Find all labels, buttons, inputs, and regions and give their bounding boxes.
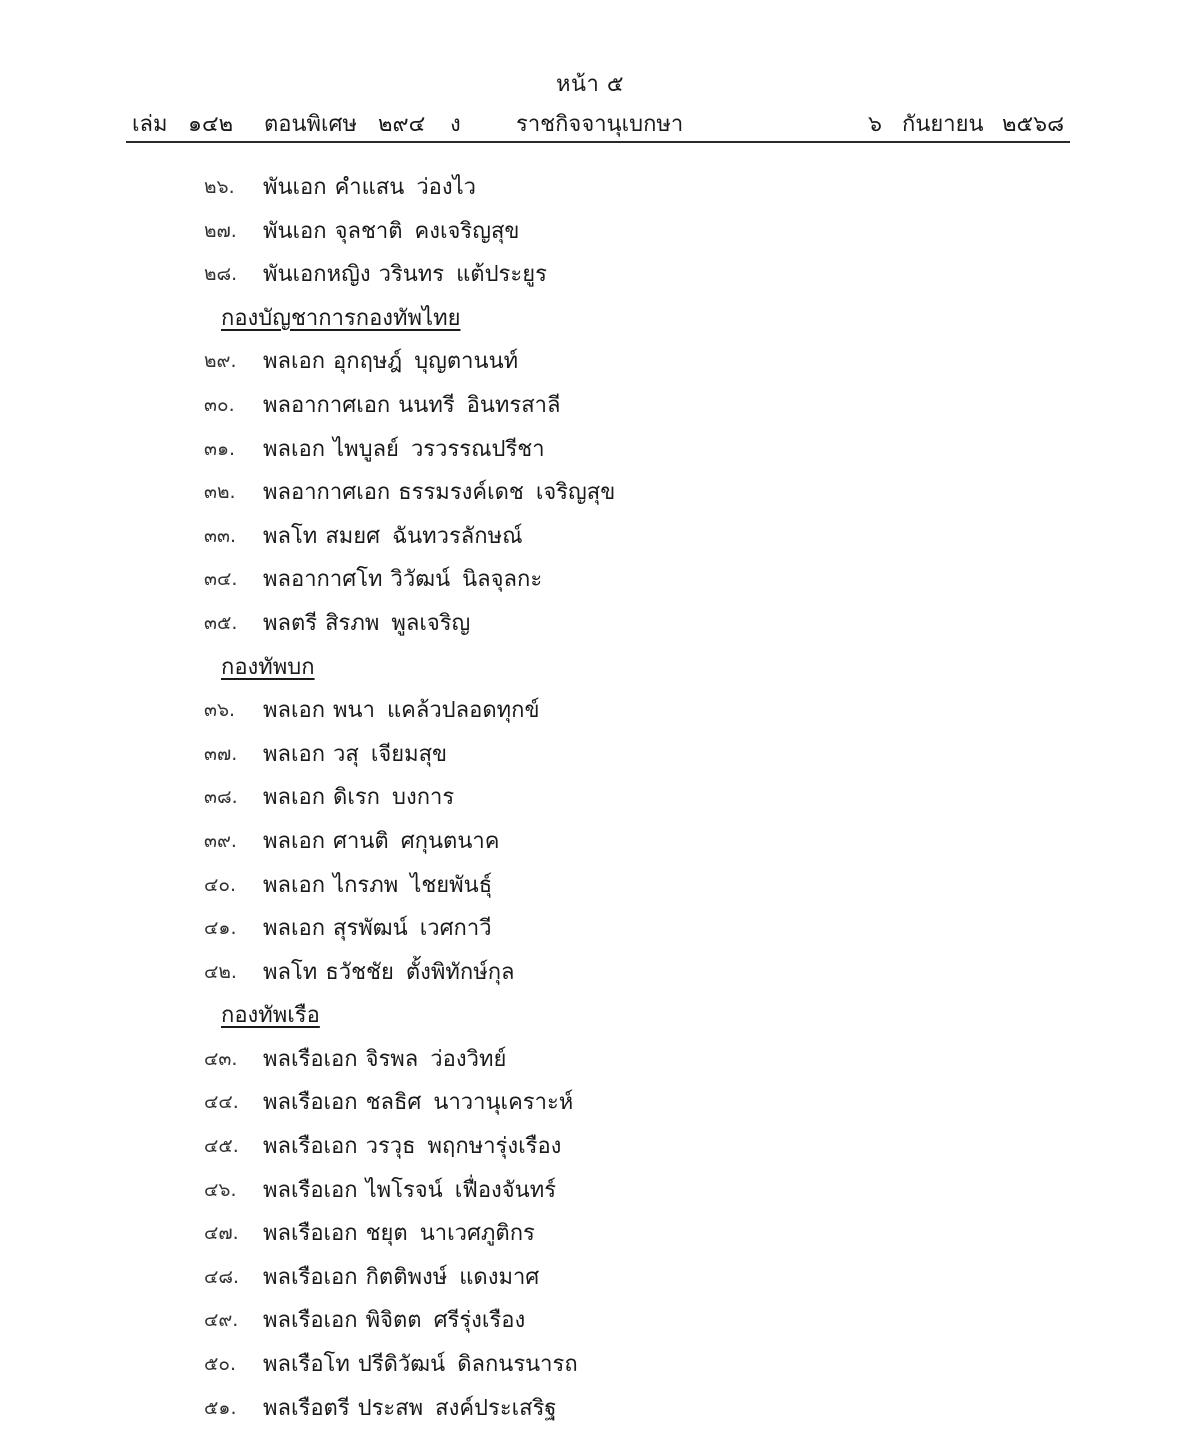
name-rank: พลเอก (263, 741, 326, 767)
name-rank: พลเอก (263, 916, 326, 942)
list-item (0, 515, 1200, 559)
name-rank: พลเอก (263, 698, 326, 724)
name-last: บุญตานนท์ (414, 349, 519, 375)
date-day: ๖ (868, 112, 882, 137)
name-first: ชยุต (365, 1221, 408, 1247)
person-name (263, 558, 542, 602)
name-last: ไชยพันธุ์ (410, 872, 493, 898)
name-first: สุรพัฒน์ (333, 916, 408, 942)
list-item (0, 907, 1200, 951)
item-number: ๓๒. (204, 481, 236, 504)
list-item (0, 558, 1200, 602)
person-name (263, 733, 447, 777)
name-last: ดิลกนรนารถ (457, 1352, 578, 1378)
list-item (0, 776, 1200, 820)
list-item (0, 428, 1200, 472)
list-item (0, 1038, 1200, 1082)
name-first: กิตติพงษ์ (365, 1264, 448, 1290)
section-heading (0, 297, 1200, 341)
list-item (0, 340, 1200, 384)
header-divider (126, 141, 1070, 143)
list-item (0, 384, 1200, 428)
name-last: พฤกษารุ่งเรือง (427, 1134, 562, 1160)
name-first: วรินทร (378, 262, 445, 288)
name-first: สมยศ (325, 523, 381, 549)
name-first: คำแสน (334, 175, 405, 200)
list-item (0, 1256, 1200, 1300)
name-last: ฉันทวรลักษณ์ (392, 523, 523, 549)
item-number: ๔๗. (204, 1222, 239, 1245)
item-number: ๓๓. (204, 524, 237, 547)
name-rank: พันเอก (263, 175, 327, 200)
person-name (263, 1299, 525, 1343)
person-name (263, 951, 515, 995)
person-name (263, 1212, 535, 1256)
name-first: ชลธิศ (365, 1090, 422, 1116)
person-name (263, 340, 518, 384)
name-rank: พลเรือเอก (263, 1264, 358, 1290)
name-first: ประสพ (357, 1395, 424, 1421)
person-name (263, 689, 540, 733)
name-first: นนทรี (398, 392, 455, 418)
name-rank: พลเรือเอก (263, 1221, 358, 1247)
name-last: แดงมาศ (459, 1264, 540, 1290)
name-first: ไพโรจน์ (365, 1177, 443, 1203)
date-year: ๒๕๖๘ (1002, 112, 1065, 137)
list-item (0, 1169, 1200, 1213)
name-rank: พันเอกหญิง (263, 262, 371, 288)
name-first: ดิเรก (333, 785, 380, 811)
name-last: นาวานุเคราะห์ (433, 1090, 574, 1116)
name-last: คงเจริญสุข (414, 218, 520, 244)
list-item (0, 1343, 1200, 1387)
list-item (0, 1125, 1200, 1169)
name-last: เจียมสุข (370, 741, 448, 767)
list-item (0, 210, 1200, 254)
person-name (263, 907, 492, 951)
item-number: ๓๗. (204, 742, 238, 765)
name-last: เฟื่องจันทร์ (454, 1177, 557, 1203)
item-number: ๕๐. (204, 1353, 237, 1376)
person-name (263, 1343, 578, 1387)
name-last: นิลจุลกะ (462, 567, 543, 593)
person-name (263, 1038, 506, 1082)
name-last: อินทรสาลี (466, 392, 561, 418)
item-number: ๓๕. (204, 611, 238, 634)
name-rank: พลอากาศโท (263, 567, 383, 593)
name-rank: พลเอก (263, 872, 326, 898)
person-name (263, 776, 454, 820)
item-number: ๒๗. (204, 219, 237, 242)
list-item (0, 471, 1200, 515)
name-last: บงการ (392, 785, 455, 811)
name-first: พิจิตต (365, 1308, 422, 1334)
person-name (263, 471, 615, 515)
list-item (0, 951, 1200, 995)
name-last: แต้ประยูร (456, 262, 547, 288)
item-number: ๔๑. (204, 917, 237, 940)
issue-label: ตอนพิเศษ (264, 112, 358, 137)
name-first: ปรีดิวัฒน์ (357, 1352, 446, 1378)
list-item (0, 689, 1200, 733)
section-title: กองทัพบก (221, 654, 315, 680)
name-first: ไพบูลย์ (333, 436, 399, 462)
name-rank: พลเรือเอก (263, 1134, 358, 1160)
item-number: ๔๐. (204, 873, 237, 896)
name-rank: พลโท (263, 959, 318, 985)
name-first: จุลชาติ (334, 218, 403, 244)
item-number: ๔๒. (204, 960, 237, 983)
name-last: ว่องไว (416, 175, 477, 200)
name-rank: พลอากาศเอก (263, 480, 391, 506)
name-rank: พลโท (263, 523, 318, 549)
list-item (0, 864, 1200, 908)
name-last: ศรีรุ่งเรือง (433, 1308, 526, 1334)
person-name (263, 1125, 561, 1169)
item-number: ๓๔. (204, 568, 238, 591)
name-last: เวศกาวี (419, 916, 492, 942)
name-first: พนา (333, 698, 375, 724)
publication-title: ราชกิจจานุเบกษา (516, 112, 684, 137)
item-number: ๔๔. (204, 1091, 239, 1114)
name-rank: พลอากาศเอก (263, 392, 391, 418)
date-month: กันยายน (902, 112, 984, 137)
person-name (263, 253, 547, 297)
section-heading (0, 646, 1200, 690)
name-last: นาเวศภูติกร (419, 1221, 535, 1247)
name-first: ศานติ (333, 828, 389, 854)
item-number: ๔๕. (204, 1135, 239, 1158)
name-list (0, 166, 1200, 1430)
person-name (263, 602, 470, 646)
list-item (0, 1387, 1200, 1431)
name-rank: พลเรือเอก (263, 1090, 358, 1116)
item-number: ๓๐. (204, 393, 235, 416)
item-number: ๓๙. (204, 829, 237, 852)
section-title: กองบัญชาการกองทัพไทย (221, 305, 461, 331)
list-item (0, 1081, 1200, 1125)
volume-label: เล่ม (132, 112, 168, 137)
name-rank: พลเรือเอก (263, 1177, 358, 1203)
gazette-header (128, 106, 1068, 138)
person-name (263, 1081, 573, 1125)
list-item (0, 253, 1200, 297)
name-rank: พลเรือตรี (263, 1395, 350, 1421)
item-number: ๓๖. (204, 699, 236, 722)
name-rank: พลเอก (263, 785, 326, 811)
name-first: ไกรภพ (333, 872, 399, 898)
item-number: ๔๓. (204, 1047, 238, 1070)
list-item (0, 733, 1200, 777)
name-last: พูลเจริญ (391, 610, 471, 636)
name-rank: พลเอก (263, 436, 326, 462)
list-item (0, 820, 1200, 864)
person-name (263, 166, 476, 210)
name-first: วสุ (333, 741, 359, 767)
name-rank: พันเอก (263, 218, 327, 244)
list-item (0, 1212, 1200, 1256)
name-rank: พลเอก (263, 828, 326, 854)
name-rank: พลเรือโท (263, 1352, 350, 1378)
name-first: สิรภพ (325, 610, 380, 636)
list-item (0, 166, 1200, 210)
name-last: วรวรรณปรีชา (410, 436, 545, 462)
name-last: ว่องวิทย์ (430, 1046, 507, 1072)
section-title: กองทัพเรือ (221, 1003, 320, 1029)
person-name (263, 864, 492, 908)
issue-suffix: ง (450, 112, 461, 137)
person-name (263, 428, 545, 472)
name-last: แคล้วปลอดทุกข์ (386, 698, 540, 724)
name-first: จิรพล (365, 1046, 419, 1072)
name-last: สงค์ประเสริฐ (435, 1395, 557, 1421)
name-rank: พลเอก (263, 349, 326, 375)
person-name (263, 515, 523, 559)
volume-number: ๑๔๒ (188, 112, 234, 137)
item-number: ๕๑. (204, 1396, 237, 1419)
person-name (263, 1387, 557, 1431)
item-number: ๒๖. (204, 176, 235, 198)
person-name (263, 210, 519, 254)
name-last: เจริญสุข (535, 480, 616, 506)
item-number: ๔๖. (204, 1178, 237, 1201)
name-first: วรวุธ (365, 1134, 416, 1160)
name-first: ธวัชชัย (325, 959, 394, 985)
person-name (263, 820, 499, 864)
list-item (0, 1299, 1200, 1343)
list-item (0, 602, 1200, 646)
issue-number: ๒๙๔ (378, 112, 426, 137)
name-first: อุกฤษฎ์ (333, 349, 403, 375)
name-last: ศกุนตนาค (400, 828, 500, 854)
section-heading (0, 994, 1200, 1038)
name-first: วิวัฒน์ (390, 567, 451, 593)
item-number: ๒๘. (204, 263, 238, 286)
item-number: ๓๑. (204, 437, 236, 460)
item-number: ๒๙. (204, 350, 237, 373)
item-number: ๔๘. (204, 1265, 240, 1288)
person-name (263, 1256, 539, 1300)
name-last: ตั้งพิทักษ์กุล (405, 959, 515, 985)
name-rank: พลเรือเอก (263, 1308, 358, 1334)
name-rank: พลเรือเอก (263, 1046, 358, 1072)
name-first: ธรรมรงค์เดช (398, 480, 524, 506)
item-number: ๓๘. (204, 786, 238, 809)
item-number: ๔๙. (204, 1309, 239, 1332)
person-name (263, 1169, 556, 1213)
page-number: หน้า ๕ (556, 72, 625, 97)
name-rank: พลตรี (263, 610, 318, 636)
person-name (263, 384, 561, 428)
